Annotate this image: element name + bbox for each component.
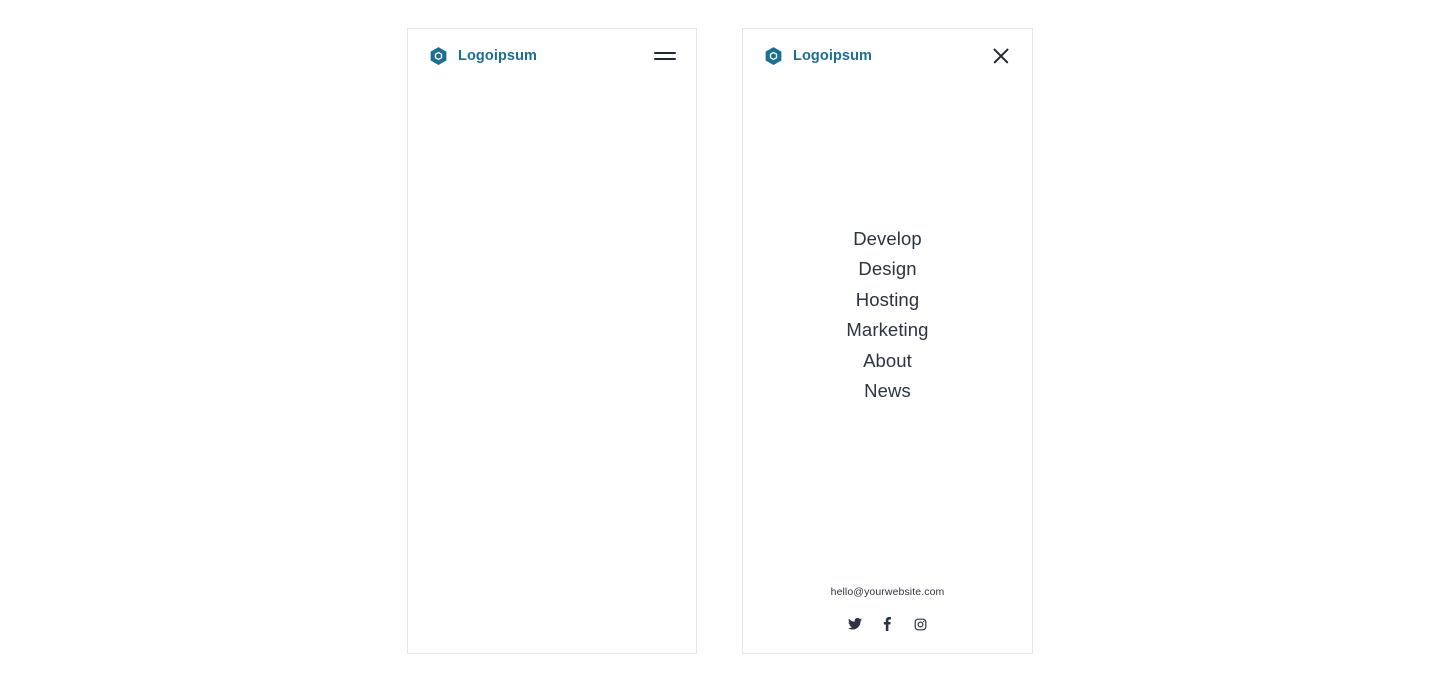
facebook-glyph — [883, 617, 892, 631]
brand-logo-link[interactable] — [428, 46, 537, 67]
header-bar-closed — [408, 29, 696, 83]
menu-footer — [743, 586, 1032, 631]
brand-name: Logoipsum — [793, 48, 873, 64]
twitter-icon[interactable] — [848, 617, 862, 631]
menu-item-news[interactable]: News — [864, 380, 911, 402]
main-menu — [743, 224, 1032, 406]
menu-open-panel — [742, 28, 1033, 654]
twitter-glyph — [848, 618, 862, 630]
hamburger-bar-bottom — [654, 58, 676, 60]
header-bar-open — [743, 29, 1032, 83]
facebook-icon[interactable] — [881, 617, 895, 631]
social-links — [848, 617, 928, 631]
instagram-icon[interactable] — [914, 617, 928, 631]
brand-logo-link-open[interactable] — [763, 46, 872, 67]
hexagon-logo-icon — [763, 46, 784, 67]
hexagon-logo-icon — [428, 46, 449, 67]
menu-item-about[interactable]: About — [863, 349, 912, 371]
close-icon[interactable] — [990, 45, 1012, 67]
menu-item-marketing[interactable]: Marketing — [846, 319, 929, 341]
hamburger-bar-top — [654, 52, 676, 54]
contact-email-link[interactable]: hello@yourwebsite.com — [830, 586, 945, 598]
brand-name: Logoipsum — [458, 48, 538, 64]
menu-closed-panel — [407, 28, 697, 654]
menu-item-develop[interactable]: Develop — [853, 228, 922, 249]
menu-item-design[interactable]: Design — [858, 258, 917, 280]
menu-item-hosting[interactable]: Hosting — [855, 288, 920, 310]
hamburger-icon[interactable] — [654, 48, 676, 64]
instagram-glyph — [914, 618, 927, 631]
